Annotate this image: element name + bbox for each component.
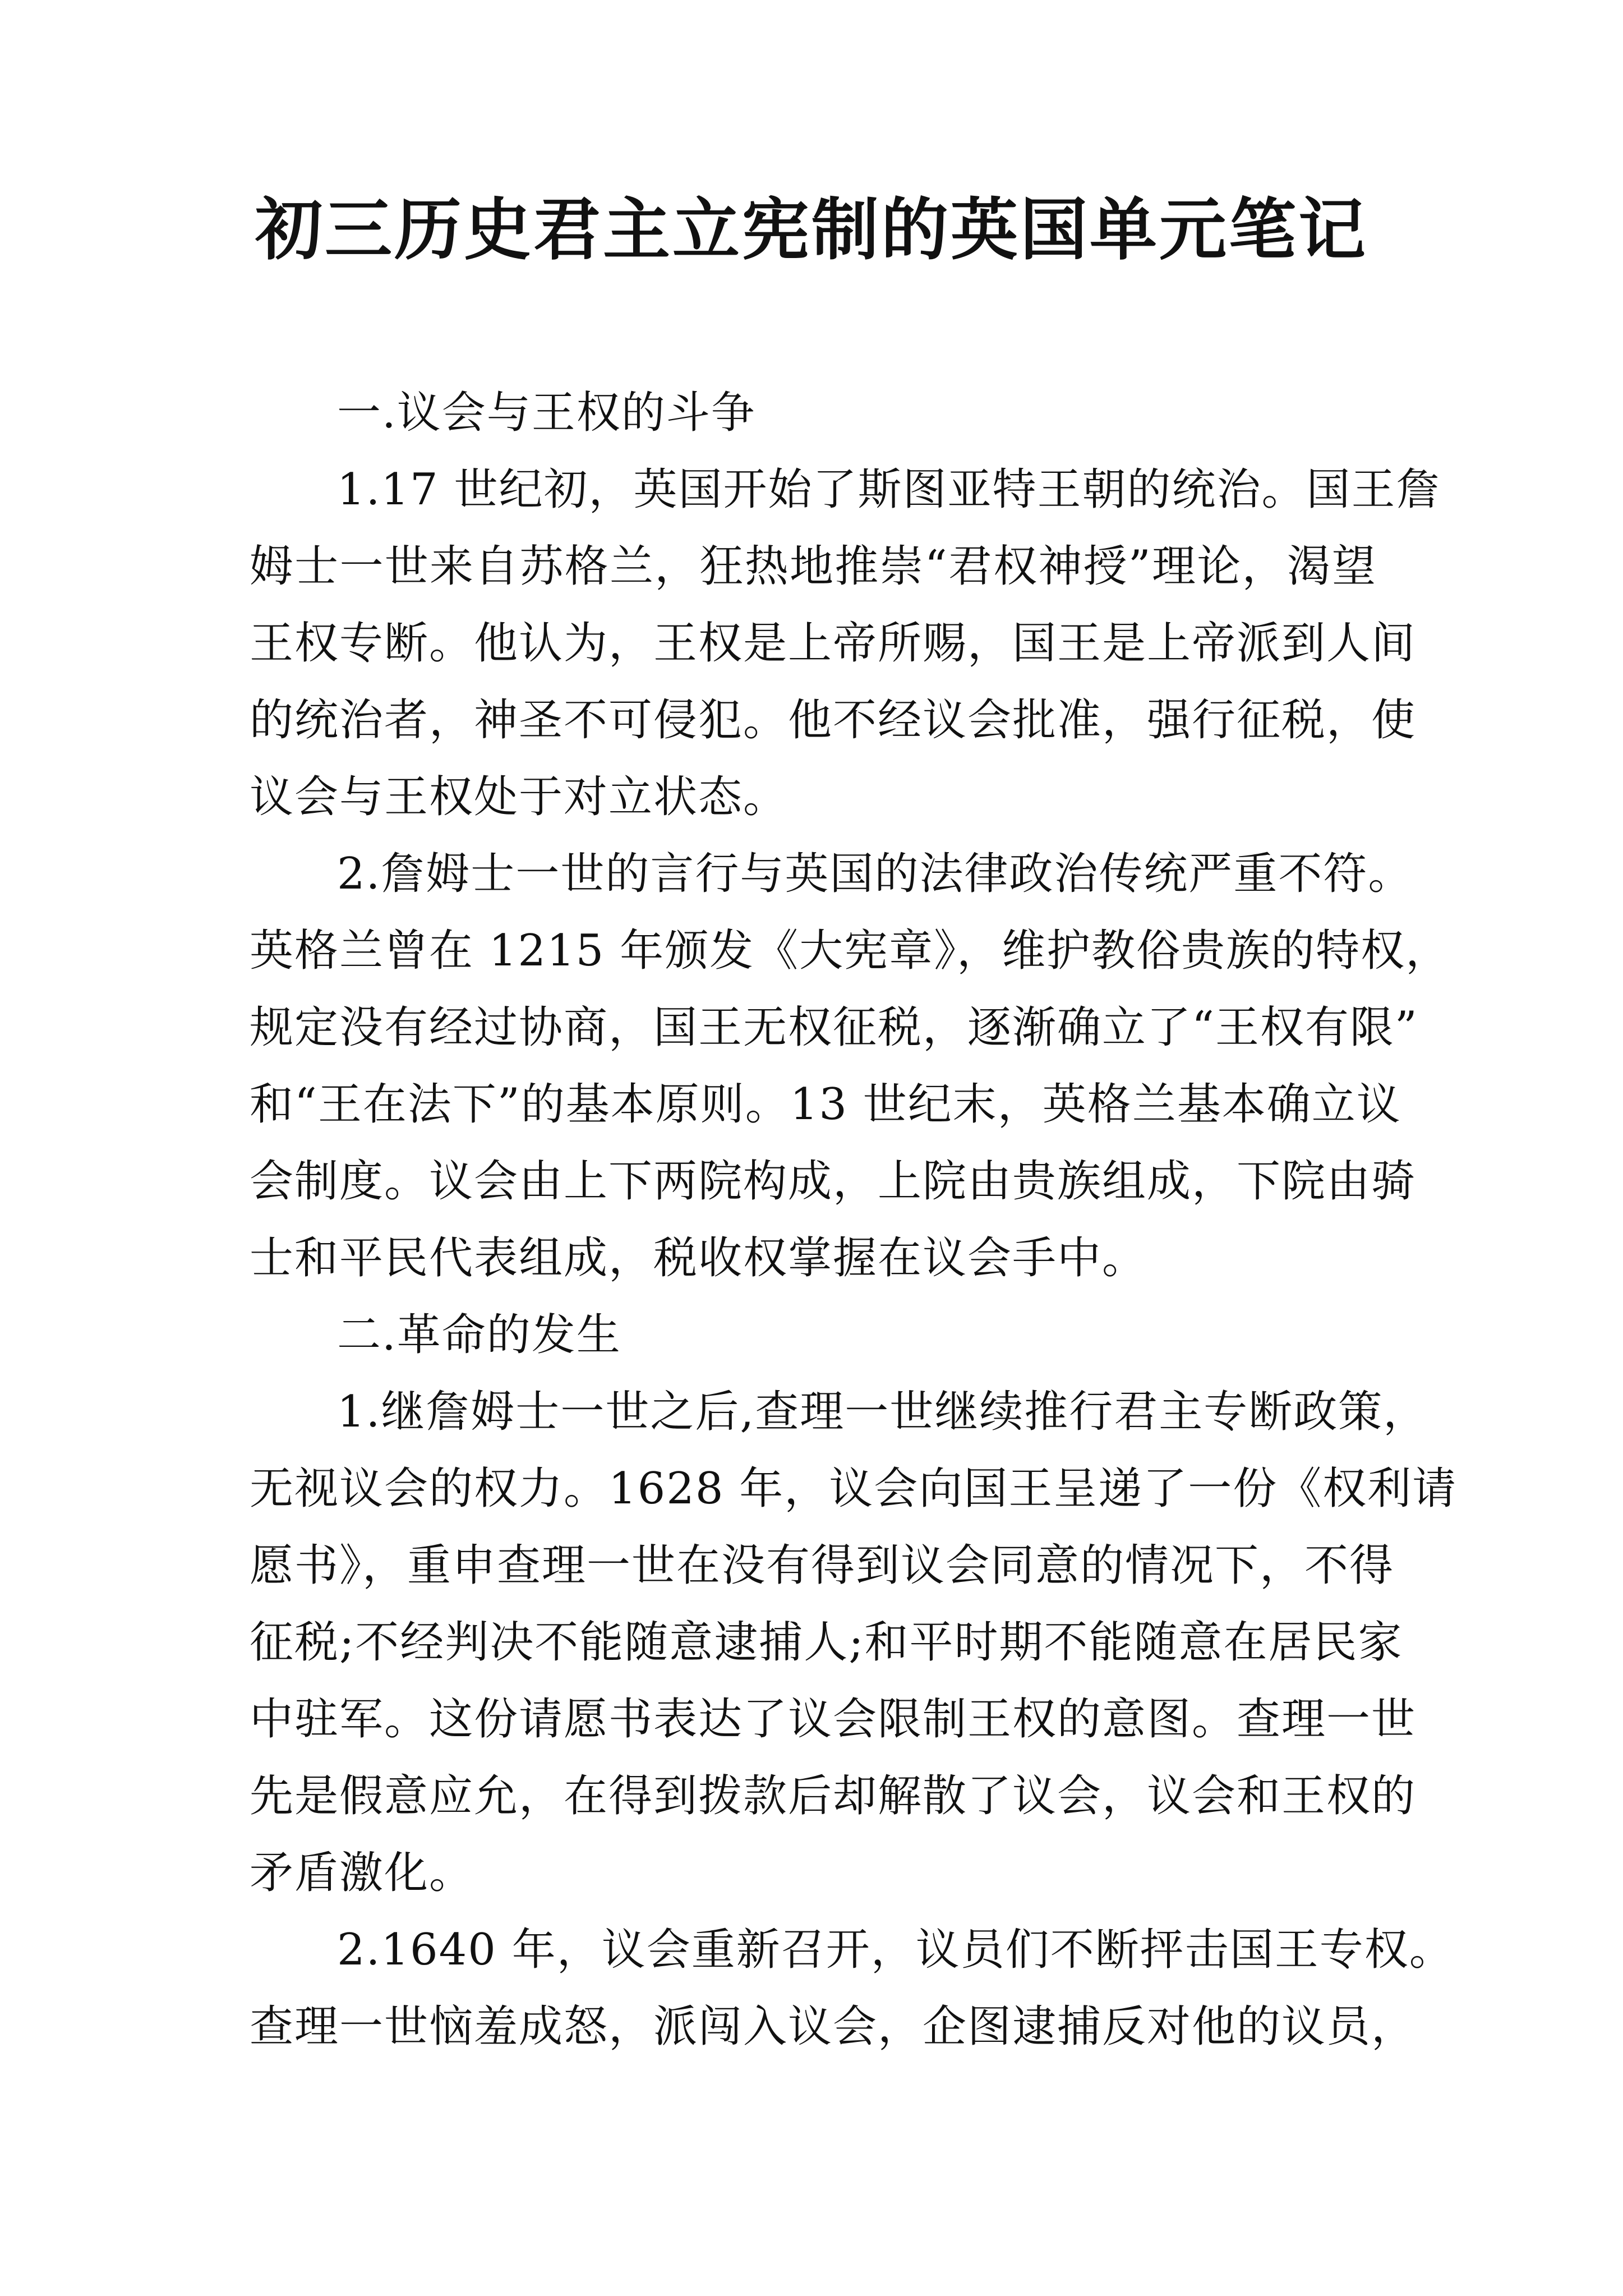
- text-line: 王权专断。他认为，王权是上帝所赐，国王是上帝派到人间: [250, 618, 1417, 669]
- paragraph: [250, 836, 1451, 1297]
- document-title: 初三历史君主立宪制的英国单元笔记: [255, 190, 1368, 269]
- text-line: 英格兰曾在 1215 年颁发《大宪章》，维护教俗贵族的特权，: [250, 926, 1451, 976]
- text-line: 先是假意应允，在得到拨款后却解散了议会，议会和王权的: [250, 1771, 1417, 1821]
- text-line: 议会与王权处于对立状态。: [250, 772, 789, 822]
- text-line: 查理一世恼羞成怒，派闯入议会，企图逮捕反对他的议员，: [250, 2001, 1417, 2052]
- text-line: 1.继詹姆士一世之后,查理一世继续推行君主专断政策，: [337, 1387, 1428, 1437]
- text-line: 姆士一世来自苏格兰，狂热地推崇“君权神授”理论，渴望: [250, 541, 1377, 592]
- text-line: 2.詹姆士一世的言行与英国的法律政治传统严重不符。: [337, 849, 1413, 899]
- text-line: 士和平民代表组成，税收权掌握在议会手中。: [250, 1233, 1147, 1283]
- text-line: 规定没有经过协商，国王无权征税，逐渐确立了“王权有限”: [250, 1002, 1418, 1053]
- text-line: 1.17 世纪初，英国开始了斯图亚特王朝的统治。国王詹: [337, 464, 1441, 515]
- text-line: 的统治者，神圣不可侵犯。他不经议会批准，强行征税，使: [250, 695, 1417, 746]
- text-line: 征税;不经判决不能随意逮捕人;和平时期不能随意在居民家: [250, 1617, 1403, 1668]
- text-line: 2.1640 年，议会重新召开，议员们不断抨击国王专权。: [337, 1925, 1454, 1975]
- text-line: 矛盾激化。: [250, 1848, 474, 1898]
- text-line: 中驻军。这份请愿书表达了议会限制王权的意图。查理一世: [250, 1694, 1417, 1745]
- document-body: [250, 375, 1458, 2065]
- paragraph: [250, 1374, 1458, 1912]
- text-line: 无视议会的权力。1628 年，议会向国王呈递了一份《权利请: [250, 1464, 1458, 1514]
- text-line: 和“王在法下”的基本原则。13 世纪末，英格兰基本确立议: [250, 1079, 1401, 1130]
- section-heading: 一.议会与王权的斗争: [337, 388, 756, 438]
- text-line: 愿书》，重申查理一世在没有得到议会同意的情况下，不得: [250, 1540, 1395, 1591]
- text-line: 会制度。议会由上下两院构成，上院由贵族组成，下院由骑: [250, 1156, 1417, 1207]
- paragraph: [250, 1912, 1454, 2065]
- section-heading: 二.革命的发生: [337, 1310, 621, 1360]
- paragraph: [250, 452, 1441, 836]
